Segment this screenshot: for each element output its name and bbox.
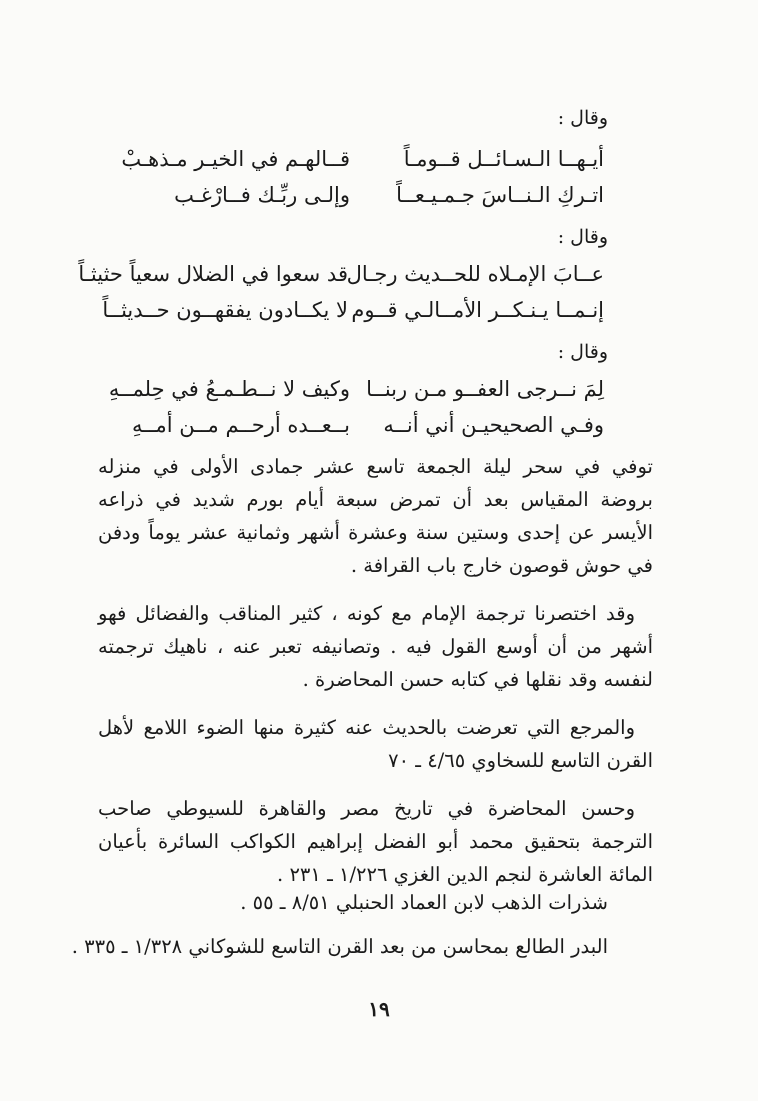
verse-hemistich: وكيف لا نــطـمـعُ في حِلمــهِ: [108, 377, 350, 401]
paragraph: وقد اختصرنا ترجمة الإمام مع كونه ، كثير المناقب والفضائل فهو أشهر من أن أوسع القول فيه . وتصانيفه تعبر عنه ، ناهيك ترجمته لنفسه وقد نقلها في كتابه حسن المحاضرة .: [98, 602, 653, 691]
verse-hemistich: لا يكــادون يفقهــون حــديثــاً: [102, 298, 348, 322]
verse-hemistich: إنـمــا يـنـكــر الأمــالـي قــوم: [351, 298, 604, 322]
verse-hemistich: لِمَ نــرجى العفــو مـن ربنــا: [366, 377, 604, 401]
paragraph: توفي في سحر ليلة الجمعة تاسع عشر جمادى الأولى في منزله بروضة المقياس بعد أن تمرض سبعة أيام بورم شديد في ذراعه الأيسر عن إحدى وستين سنة وعشرة أشهر وثمانية عشر يوماً ودفن في حوش قوصون خارج باب القرافة .: [98, 455, 653, 577]
verse-hemistich: وفـي الصحيحيـن أني أنــه: [383, 413, 604, 437]
verse-hemistich: بــعــده أرحــم مــن أمــهِ: [131, 413, 350, 437]
verse-hemistich: عــابَ الإمـلاه للحــديث رجـال: [346, 262, 604, 286]
intro-said-1: وقال :: [557, 107, 608, 129]
biography-text: [98, 450, 653, 906]
reference-line: شذرات الذهب لابن العماد الحنبلي ٨/٥١ ـ ٥٥ .: [240, 891, 608, 914]
verse-hemistich: أيـهــا الـسـائــل قــومـاً: [403, 147, 604, 171]
intro-said-2: وقال :: [557, 226, 608, 248]
verse-hemistich: وإلـى ربِّـك فــارْغـب: [174, 183, 350, 207]
paragraph: والمرجع التي تعرضت بالحديث عنه كثيرة منها الضوء اللامع لأهل القرن التاسع للسخاوي ٤/٦٥ ـ ٧٠: [98, 716, 653, 772]
verse-hemistich: اتـركِ الـنــاسَ جـمـيـعــاً: [396, 183, 604, 207]
paragraph: وحسن المحاضرة في تاريخ مصر والقاهرة للسيوطي صاحب الترجمة بتحقيق محمد أبو الفضل إبراهيم الكواكب السائرة بأعيان المائة العاشرة لنجم الدين الغزي ١/٢٢٦ ـ ٢٣١ .: [98, 797, 653, 886]
page-number: ١٩: [368, 997, 390, 1021]
verse-hemistich: قد سعوا في الضلال سعياً حثيثـاً: [78, 262, 348, 286]
reference-line: البدر الطالع بمحاسن من بعد القرن التاسع للشوكاني ١/٣٢٨ ـ ٣٣٥ .: [71, 935, 608, 958]
verse-hemistich: قــالهـم في الخيـر مـذهـبْ: [121, 147, 350, 171]
intro-said-3: وقال :: [557, 341, 608, 363]
